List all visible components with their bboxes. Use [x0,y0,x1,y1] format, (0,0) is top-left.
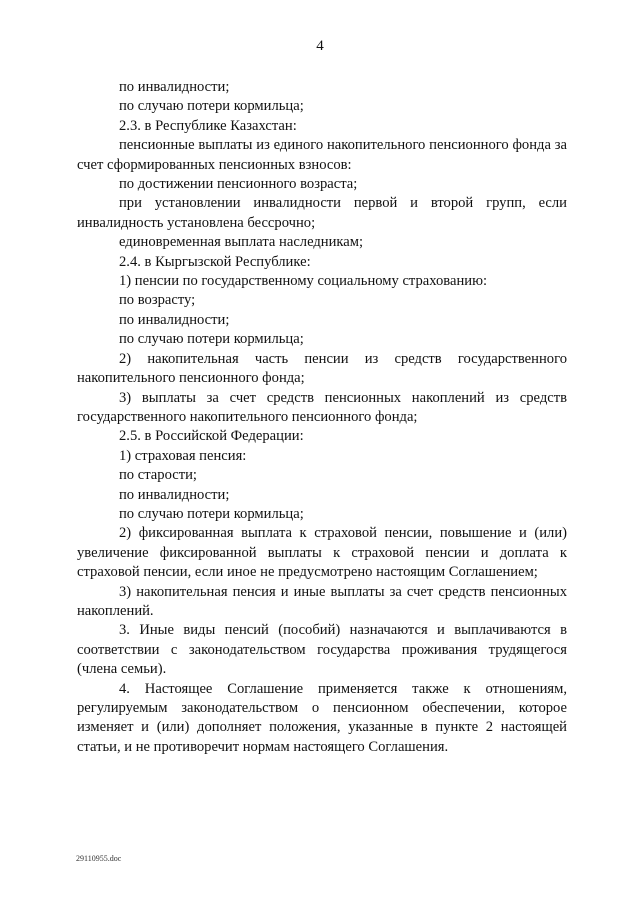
paragraph: единовременная выплата наследникам; [119,234,364,251]
paragraph: 3) выплаты за счет средств пенсионных накоплений из средств государственного накопительного пенсионного фонда; [77,389,567,425]
paragraph: по случаю потери кормильца; [119,505,304,522]
paragraph: 3. Иные виды пенсий (пособий) назначаются и выплачиваются в соответствии с законодательством государства проживания трудящегося (члена семьи). [77,622,567,678]
paragraph: 1) страховая пенсия: [119,447,247,464]
paragraph: 4. Настоящее Соглашение применяется также к отношениям, регулируемым законодательством о пенсионном обеспечении, которое изменяет и (или) дополняет положения, указанные в пункте 2 настоящей статьи, и не противоречит нормам настоящего Соглашения. [77,680,567,755]
paragraph: 1) пенсии по государственному социальному страхованию: [119,273,488,290]
paragraph: при установлении инвалидности первой и второй групп, если инвалидность установлена бессрочно; [77,195,567,231]
page-number: 4 [316,38,324,54]
paragraph: по старости; [119,467,197,484]
document-body [77,78,567,757]
paragraph: 2) фиксированная выплата к страховой пенсии, повышение и (или) увеличение фиксированной выплаты к страховой пенсии и доплата к страховой пенсии, если иное не предусмотрено настоящим Соглашением; [77,525,567,581]
paragraph: 2.4. в Кыргызской Республике: [119,253,311,270]
file-name-footer: 29110955.doc [76,854,122,863]
paragraph: по возрасту; [119,292,196,309]
paragraph: пенсионные выплаты из единого накопительного пенсионного фонда за счет сформированных пенсионных взносов: [77,137,567,173]
paragraph: по случаю потери кормильца; [119,98,304,115]
paragraph: по инвалидности; [119,311,230,328]
paragraph: 2.3. в Республике Казахстан: [119,117,297,134]
paragraph: 2) накопительная часть пенсии из средств государственного накопительного пенсионного фонда; [77,350,567,387]
paragraph: 3) накопительная пенсия и иные выплаты за счет средств пенсионных накоплений. [77,583,567,619]
paragraph: по инвалидности; [119,79,230,95]
paragraph: 2.5. в Российской Федерации: [119,428,304,445]
paragraph: по случаю потери кормильца; [119,331,304,348]
paragraph: по инвалидности; [119,486,230,503]
paragraph: по достижении пенсионного возраста; [119,176,358,193]
